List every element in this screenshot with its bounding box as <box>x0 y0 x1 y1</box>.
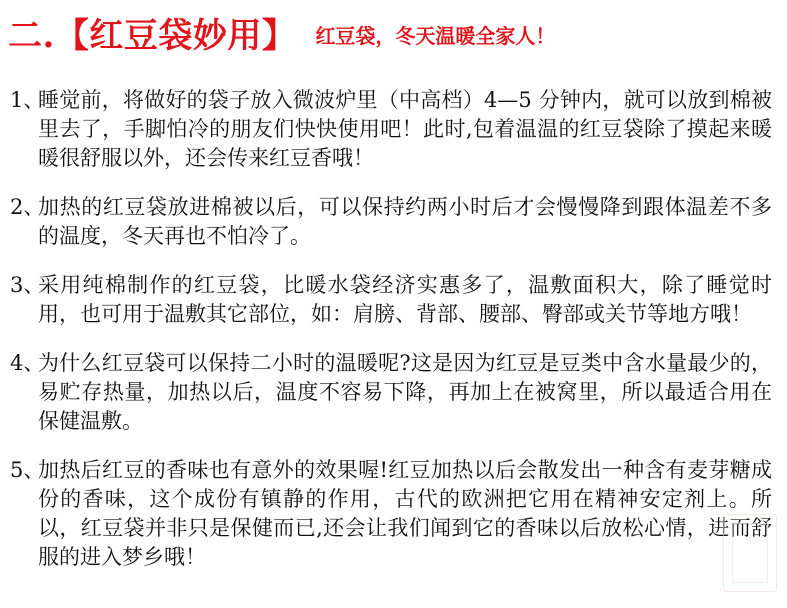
item-number: 4、 <box>10 351 45 375</box>
list-item <box>10 456 772 572</box>
item-text: 为什么红豆袋可以保持二小时的温暖呢?这是因为红豆是豆类中含水量最少的，易贮存热量，加热以后，温度不容易下降，再加上在被窝里，所以最适合用在保健温敷。 <box>38 351 772 433</box>
item-text: 加热的红豆袋放进棉被以后，可以保持约两小时后才会慢慢降到跟体温差不多的温度，冬天再也不怕冷了。 <box>38 195 772 248</box>
list-item <box>10 271 772 329</box>
item-number: 3、 <box>10 273 45 297</box>
list-item <box>10 86 772 173</box>
watermark-stamp <box>723 514 777 592</box>
item-text: 加热后红豆的香味也有意外的效果喔!红豆加热以后会散发出一种含有麦芽糖成份的香味，这个成份有镇静的作用，古代的欧洲把它用在精神安定剂上。所以，红豆袋并非只是保健而已,还会让我们闻到它的香味以后放松心情，进而舒服的进入梦乡哦！ <box>38 458 772 569</box>
list-item <box>10 349 772 436</box>
section-title: 二.【红豆袋妙用】 <box>8 16 297 56</box>
item-text: 睡觉前，将做好的袋子放入微波炉里（中高档）4—5 分钟内，就可以放到棉被里去了，手脚怕冷的朋友们快快使用吧！此时,包着温温的红豆袋除了摸起来暖暖很舒服以外，还会传来红豆香哦！ <box>38 88 772 170</box>
item-text: 采用纯棉制作的红豆袋，比暖水袋经济实惠多了，温敷面积大，除了睡觉时用，也可用于温敷其它部位，如：肩膀、背部、腰部、臀部或关节等地方哦！ <box>38 273 772 326</box>
item-number: 2、 <box>10 195 45 219</box>
section-header <box>8 12 783 60</box>
usage-list <box>10 86 772 592</box>
list-item <box>10 193 772 251</box>
item-number: 1、 <box>10 88 45 112</box>
item-number: 5、 <box>10 458 45 482</box>
section-subtitle: 红豆袋，冬天温暖全家人！ <box>315 24 556 48</box>
